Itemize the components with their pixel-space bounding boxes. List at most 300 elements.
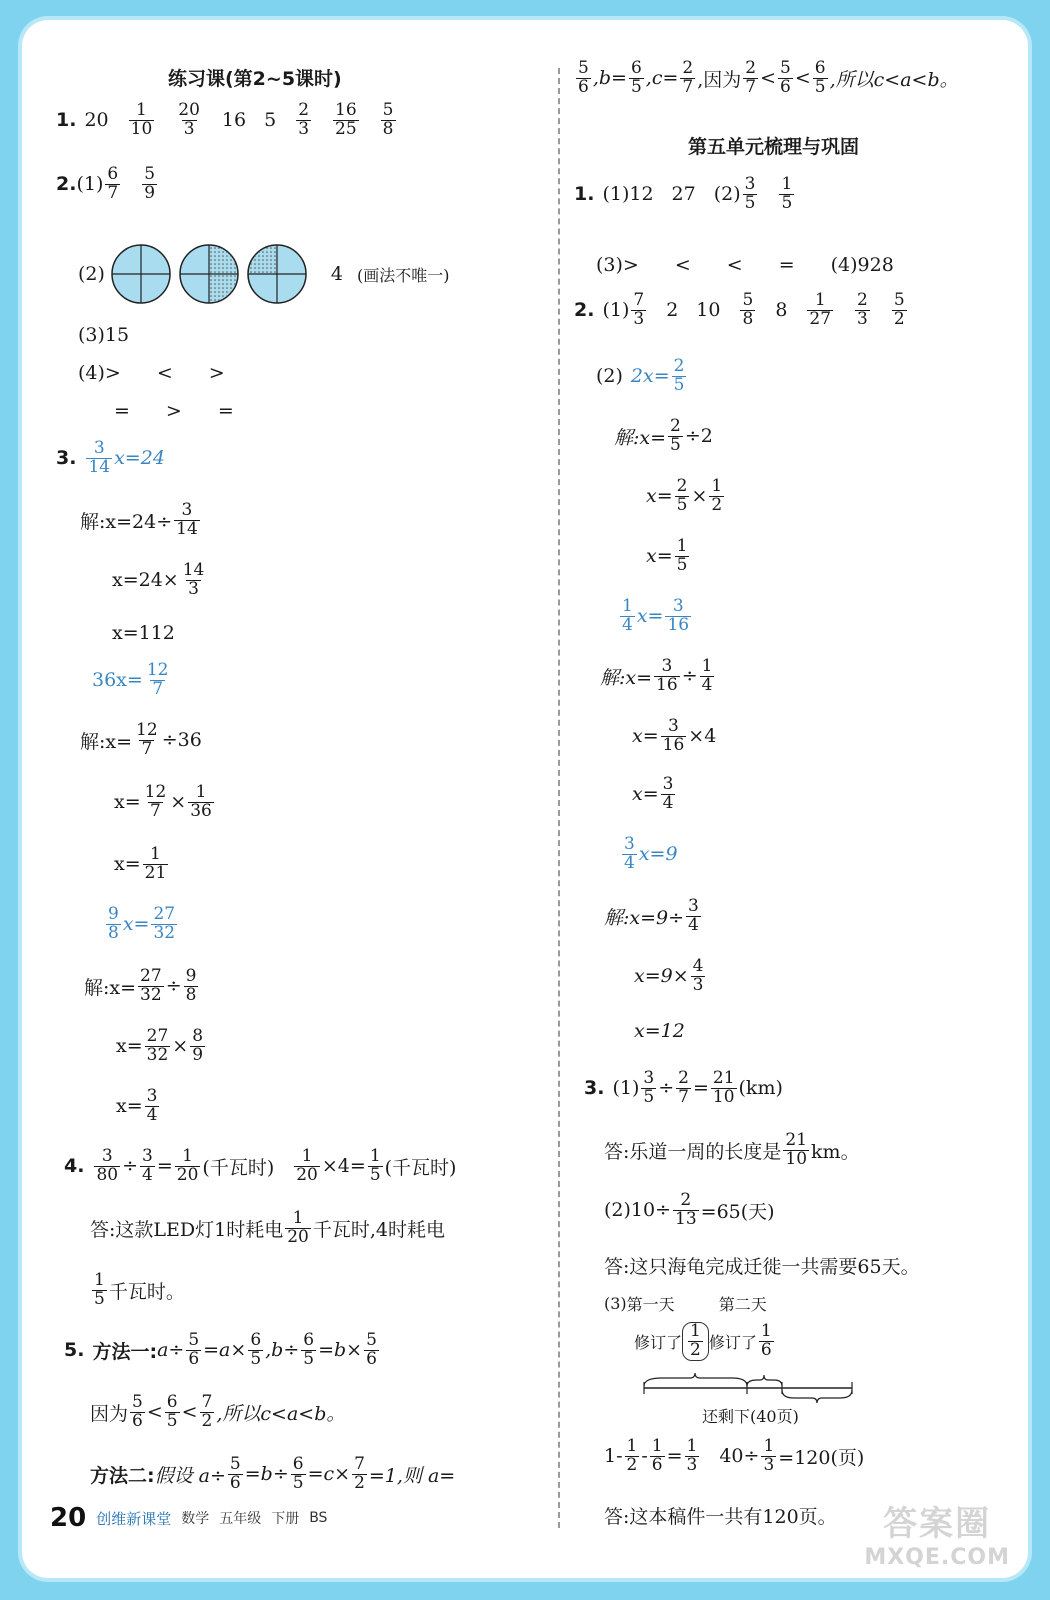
- r-q3-part1: [584, 1070, 783, 1107]
- numerator: 3: [181, 500, 193, 520]
- r-q2-step5: [632, 718, 716, 755]
- numerator: 1: [292, 1208, 304, 1228]
- denominator: 5: [630, 76, 642, 97]
- compare-symbol: >: [208, 362, 225, 384]
- watermark-line1: 答案圈: [883, 1504, 992, 1544]
- circle-diagram-3: [248, 245, 306, 303]
- step-text: x=: [632, 725, 659, 748]
- q1-item: 16: [221, 109, 247, 132]
- step-fraction: [145, 1088, 160, 1125]
- q2-part4-row2: [114, 400, 234, 422]
- step-fraction: [700, 658, 715, 695]
- q1-item: 5: [264, 109, 277, 132]
- compare-symbol: <: [726, 254, 743, 276]
- denominator: 9: [192, 1044, 204, 1065]
- denominator: 3: [692, 974, 704, 995]
- numerator: 27: [140, 966, 162, 986]
- eq-op: =: [666, 1445, 683, 1468]
- q1-fraction: [333, 102, 359, 139]
- q2-part3: (3)15: [78, 324, 130, 346]
- numerator: 3: [744, 174, 756, 194]
- q3-step-3: x=112: [112, 622, 175, 644]
- compare-symbol: =: [217, 400, 234, 422]
- numerator: 27: [153, 904, 176, 924]
- numerator: 2: [298, 100, 310, 120]
- eq-fraction: [629, 60, 644, 97]
- answer-text: 2: [666, 299, 679, 322]
- denominator: 5: [292, 1472, 304, 1493]
- r-q2-eq3: [620, 836, 678, 873]
- step-text: x=24×: [112, 569, 179, 592]
- numerator: 3: [643, 1068, 655, 1088]
- eq-text: 36x=: [92, 669, 143, 692]
- step-text: x=9×: [634, 965, 689, 988]
- q3-step-7: [84, 968, 200, 1005]
- q3-equation-3: [104, 906, 179, 943]
- eq-fraction: [813, 60, 828, 97]
- eq-unit: (km): [738, 1077, 783, 1100]
- eq-fraction: [294, 1148, 320, 1185]
- step-text: x=: [646, 485, 673, 508]
- q1-line: [56, 102, 398, 139]
- eq-fraction: [576, 60, 591, 97]
- r-q3-answer1: [604, 1132, 860, 1169]
- q2-p1-fraction-a: [105, 166, 120, 203]
- denominator: 8: [742, 308, 754, 329]
- step-text: x=: [116, 1035, 143, 1058]
- page-number: 20: [50, 1503, 87, 1533]
- q3-step-6: [114, 846, 170, 883]
- q2-p2-label: (2): [78, 263, 105, 285]
- eq-op: -: [641, 1445, 648, 1468]
- compare-symbol: <: [156, 362, 173, 384]
- revision-fraction: [759, 1323, 774, 1360]
- denominator: 32: [153, 922, 176, 943]
- answer-fraction: [743, 176, 758, 213]
- numerator: 3: [662, 774, 674, 794]
- numerator: 1: [781, 174, 793, 194]
- eq-fraction: [106, 906, 121, 943]
- answer-fraction: [285, 1210, 311, 1247]
- eq-unit: (千瓦时): [202, 1156, 275, 1179]
- step-text: 解:x=: [84, 976, 137, 999]
- numerator: 1: [150, 844, 161, 864]
- denominator: 6: [132, 1410, 143, 1431]
- denominator: 4: [701, 674, 713, 695]
- numerator: 2: [745, 58, 757, 78]
- denominator: 7: [682, 76, 694, 97]
- section-title-unit5: 第五单元梳理与巩固: [688, 136, 860, 158]
- step-fraction: [138, 968, 164, 1005]
- numerator: 16: [335, 100, 357, 120]
- brand-name: 创维新课堂: [96, 1509, 172, 1528]
- r-q1-number: 1.: [574, 183, 595, 206]
- step-fraction: [181, 562, 207, 599]
- eq-fraction: [165, 1394, 180, 1431]
- denominator: 6: [780, 76, 791, 97]
- q2-p1-fraction-b: [142, 166, 157, 203]
- eq-fraction: [140, 1148, 155, 1185]
- r-q2-step7: [604, 898, 703, 935]
- step-fraction: [143, 846, 169, 883]
- answer-text: 答:这款LED灯1时耗电: [90, 1218, 284, 1241]
- eq-fraction: [175, 1148, 201, 1185]
- denominator: 8: [185, 984, 197, 1005]
- step-text: x=: [632, 783, 659, 806]
- denominator: 36: [190, 800, 212, 821]
- eq-fraction: [186, 1332, 201, 1369]
- denominator: 16: [667, 614, 690, 635]
- denominator: 10: [130, 118, 153, 139]
- step-text: 解:x=9÷: [604, 906, 685, 929]
- step-text: 解:x=: [80, 730, 133, 753]
- answer-text: (3): [604, 1294, 627, 1313]
- numerator: 5: [144, 164, 156, 184]
- numerator: 6: [250, 1330, 262, 1350]
- step-op: ×: [170, 791, 187, 814]
- denominator: 5: [670, 434, 681, 455]
- eq-text: 40÷: [719, 1445, 760, 1468]
- denominator: 6: [366, 1348, 377, 1369]
- eq-fraction: [301, 1332, 316, 1369]
- denominator: 20: [296, 1164, 318, 1185]
- eq-fraction: [676, 1070, 691, 1107]
- eq-op: ×4=: [321, 1155, 366, 1178]
- denominator: 25: [335, 118, 357, 139]
- numerator: 1: [814, 290, 826, 310]
- numerator: 3: [146, 1086, 158, 1106]
- q3-step-2: [112, 562, 208, 599]
- numerator: 5: [229, 1454, 241, 1474]
- step-fraction: [686, 898, 701, 935]
- r-q3-part2: [604, 1192, 775, 1229]
- denominator: 3: [763, 1454, 775, 1475]
- answer-fraction: [740, 292, 755, 329]
- denominator: 14: [88, 456, 111, 477]
- denominator: 4: [146, 1104, 158, 1125]
- method-label: 方法二:: [90, 1464, 155, 1487]
- q1-fraction: [296, 102, 311, 139]
- numerator: 3: [688, 896, 699, 916]
- eq-text: 1-: [604, 1445, 623, 1468]
- eq-op: <: [181, 1401, 198, 1424]
- circle-diagram-2: [180, 245, 238, 303]
- answer-text: (1)12: [602, 183, 654, 206]
- denominator: 20: [176, 1164, 199, 1185]
- numerator: 3: [661, 656, 673, 676]
- eq-fraction: [151, 906, 177, 943]
- eq-fraction: [673, 1192, 699, 1229]
- eq-op: <: [146, 1401, 163, 1424]
- eq-fraction: [625, 1438, 640, 1475]
- q4-answer-2: [90, 1272, 185, 1309]
- denominator: 8: [382, 118, 394, 139]
- r-q3-answer3: 答:这本稿件一共有120页。: [604, 1506, 837, 1528]
- q2-p4-label: (4): [78, 362, 105, 384]
- eq-text: ,b=: [592, 67, 627, 90]
- watermark-line2: MXQE.COM: [864, 1545, 1010, 1570]
- step-fraction: [661, 776, 676, 813]
- eq-fraction: [291, 1456, 306, 1493]
- eq-fraction: [228, 1456, 243, 1493]
- denominator: 3: [188, 578, 199, 599]
- q3-step-9: [116, 1088, 161, 1125]
- denominator: 16: [662, 734, 685, 755]
- numerator: 3: [624, 834, 635, 854]
- denominator: 21: [144, 862, 167, 883]
- step-fraction: [184, 968, 199, 1005]
- remaining-label: 还剩下(40页): [702, 1407, 799, 1426]
- answer-fraction: [92, 1272, 107, 1309]
- numerator: 5: [188, 1330, 200, 1350]
- compare-symbol: =: [778, 254, 795, 276]
- r-q2-step3: [646, 538, 691, 575]
- answer-text: 千瓦时。: [108, 1280, 185, 1303]
- denominator: 3: [857, 308, 868, 329]
- r-q2-step6: [632, 776, 677, 813]
- eq-op: =: [156, 1155, 173, 1178]
- q3-eq1: x=24: [114, 447, 165, 470]
- q2-number: 2.: [56, 173, 77, 196]
- numerator: 6: [292, 1454, 304, 1474]
- eq-text: ,所以c<a<b。: [216, 1402, 346, 1425]
- denominator: 16: [656, 674, 678, 695]
- eq-fraction: [622, 836, 637, 873]
- r-q1-line1: [574, 176, 796, 213]
- numerator: 2: [678, 1068, 689, 1088]
- numerator: 1: [760, 1321, 772, 1341]
- eq-fraction: [685, 1438, 700, 1475]
- compare-symbol: >: [165, 400, 182, 422]
- method-label: 方法一:: [92, 1340, 158, 1363]
- numerator: 5: [132, 1392, 143, 1412]
- answer-page: [22, 20, 1028, 1578]
- eq-fraction: [352, 1456, 367, 1493]
- numerator: 1: [686, 1436, 698, 1456]
- numerator: 12: [136, 720, 158, 740]
- numerator: 5: [780, 58, 791, 78]
- eq-fraction: [680, 60, 695, 97]
- eq-text: x=: [122, 913, 150, 936]
- eq-text: x=9: [638, 843, 678, 866]
- numerator: 7: [354, 1454, 365, 1474]
- numerator: 1: [369, 1146, 381, 1166]
- numerator: 1: [676, 536, 688, 556]
- q1-item: 20: [84, 109, 109, 132]
- answer-text: (1): [612, 1077, 640, 1100]
- step-op: ×: [172, 1035, 189, 1058]
- r-q3-answer2: 答:这只海龟完成迁徙一共需要65天。: [604, 1256, 920, 1278]
- denominator: 7: [678, 1086, 689, 1107]
- answer-fraction: [783, 1132, 809, 1169]
- numerator: 8: [192, 1026, 204, 1046]
- q2-p2-note: (画法不唯一): [357, 265, 450, 285]
- denominator: 2: [201, 1410, 213, 1431]
- numerator: 3: [93, 438, 105, 458]
- denominator: 14: [176, 518, 198, 539]
- numerator: 2: [670, 416, 681, 436]
- numerator: 3: [142, 1146, 153, 1166]
- r-q1-line2: [596, 254, 894, 276]
- denominator: 4: [662, 792, 674, 813]
- denominator: 3: [298, 118, 310, 139]
- step-text: ×4: [688, 725, 717, 748]
- step-fraction: [709, 478, 724, 515]
- step-text: 解:x=: [600, 666, 653, 689]
- edition: BS: [309, 1510, 328, 1526]
- denominator: 5: [250, 1348, 262, 1369]
- denominator: 3: [686, 1454, 698, 1475]
- denominator: 32: [140, 984, 162, 1005]
- denominator: 10: [785, 1148, 808, 1169]
- numerator: 3: [101, 1146, 113, 1166]
- denominator: 5: [166, 1410, 178, 1431]
- numerator: 20: [178, 100, 200, 120]
- step-fraction: [691, 958, 706, 995]
- q3-step-5: [114, 784, 216, 821]
- r-q3-part3-header: [604, 1292, 767, 1315]
- circle-diagram-1: [112, 245, 170, 303]
- step-text: x=: [646, 545, 673, 568]
- eq-fraction: [672, 358, 687, 395]
- numerator: 3: [668, 716, 679, 736]
- step-text: ÷36: [161, 729, 202, 752]
- numerator: 2: [676, 476, 688, 496]
- eq-fraction: [145, 662, 171, 699]
- answer-fraction: [807, 292, 833, 329]
- numerator: 1: [626, 1436, 638, 1456]
- eq-op: =: [692, 1077, 709, 1100]
- numerator: 1: [94, 1270, 105, 1290]
- numerator: 21: [712, 1068, 735, 1088]
- answer-text: 10: [696, 299, 721, 322]
- numerator: 27: [146, 1026, 169, 1046]
- eq-text: ,所以c<a<b。: [829, 68, 959, 91]
- eq-unit: (千瓦时): [384, 1156, 457, 1179]
- numerator: 12: [146, 660, 169, 680]
- answer-text: 千瓦时,4时耗电: [312, 1218, 445, 1241]
- numerator: 5: [366, 1330, 377, 1350]
- q3-equation-2: [92, 662, 172, 699]
- eq-text: 因为: [90, 1402, 129, 1425]
- numerator: 6: [107, 164, 119, 184]
- compare-symbol: =: [114, 400, 130, 422]
- eq-fraction: [248, 1332, 263, 1369]
- denominator: 7: [745, 76, 757, 97]
- q3-step-4: [80, 722, 202, 759]
- section-title-practice: 练习课(第2~5课时): [168, 68, 342, 90]
- answer-text: (2)10÷: [604, 1199, 672, 1222]
- step-op: ÷: [165, 975, 182, 998]
- denominator: 5: [676, 494, 688, 515]
- denominator: 5: [673, 374, 685, 395]
- q2-part4-row1: [78, 362, 225, 384]
- answer-fraction: [631, 292, 646, 329]
- denominator: 5: [369, 1164, 381, 1185]
- q5-number: 5.: [64, 1339, 85, 1362]
- r-q3-calc: [604, 1438, 864, 1475]
- eq-text: =120(页): [778, 1446, 865, 1469]
- answer-text: (3)>: [596, 254, 639, 276]
- numerator: 2: [673, 356, 685, 376]
- numerator: 14: [182, 560, 205, 580]
- q1-number: 1.: [56, 109, 77, 132]
- eq-text: ,因为: [697, 68, 742, 91]
- step-text: x=: [114, 791, 141, 814]
- denominator: 2: [690, 1339, 701, 1360]
- r-q2-number: 2.: [574, 299, 595, 322]
- eq-text: =b×: [318, 1339, 363, 1362]
- denominator: 5: [94, 1288, 105, 1309]
- step-op: ×: [691, 485, 708, 508]
- numerator: 5: [578, 58, 589, 78]
- q1-fraction: [176, 102, 202, 139]
- eq-fraction: [200, 1394, 215, 1431]
- q5-reason-1: [90, 1394, 345, 1431]
- numerator: 5: [893, 290, 905, 310]
- numerator: 9: [185, 966, 197, 986]
- denominator: 27: [809, 308, 832, 329]
- denominator: 6: [188, 1348, 200, 1369]
- step-text: x=: [116, 1095, 143, 1118]
- eq-fraction: [650, 1438, 665, 1475]
- step-op: ÷: [681, 665, 698, 688]
- denominator: 2: [893, 308, 905, 329]
- answer-text: (4)928: [830, 254, 894, 276]
- q1-fraction: [129, 102, 155, 139]
- answer-fraction: [855, 292, 870, 329]
- q3-eq1-coef: [86, 440, 112, 477]
- q5-method-1: [64, 1332, 381, 1369]
- step-fraction: [174, 502, 200, 539]
- page-footer: [50, 1503, 327, 1533]
- denominator: 6: [578, 76, 589, 97]
- numerator: 3: [672, 596, 684, 616]
- step-text: 解:x=: [614, 426, 667, 449]
- numerator: 6: [303, 1330, 315, 1350]
- numerator: 12: [144, 782, 167, 802]
- denominator: 10: [712, 1086, 735, 1107]
- r-q2-step4: [600, 658, 716, 695]
- eq-text: ,b÷: [265, 1339, 300, 1362]
- eq-op: <: [760, 67, 777, 90]
- denominator: 6: [229, 1472, 241, 1493]
- numerator: 1: [711, 476, 723, 496]
- volume: 下册: [271, 1511, 300, 1527]
- q3-number: 3.: [56, 447, 77, 470]
- denominator: 7: [152, 678, 164, 699]
- eq-text: a÷: [157, 1339, 185, 1362]
- numerator: 6: [630, 58, 642, 78]
- answer-fraction: [892, 292, 907, 329]
- denominator: 7: [107, 182, 119, 203]
- denominator: 2: [354, 1472, 365, 1493]
- numerator: 1: [690, 1321, 701, 1341]
- numerator: 6: [166, 1392, 178, 1412]
- eq-op: <: [794, 67, 811, 90]
- step-fraction: [145, 1028, 171, 1065]
- q3-step-8: [116, 1028, 207, 1065]
- numerator: 9: [108, 904, 119, 924]
- denominator: 20: [287, 1226, 309, 1247]
- numerator: 4: [692, 956, 704, 976]
- answer-text: (2): [596, 365, 623, 388]
- denominator: 8: [108, 922, 119, 943]
- numerator: 1: [182, 1146, 193, 1166]
- answer-text: 8: [775, 299, 788, 322]
- q3-equation-1: [56, 440, 165, 477]
- step-text: x=: [114, 853, 141, 876]
